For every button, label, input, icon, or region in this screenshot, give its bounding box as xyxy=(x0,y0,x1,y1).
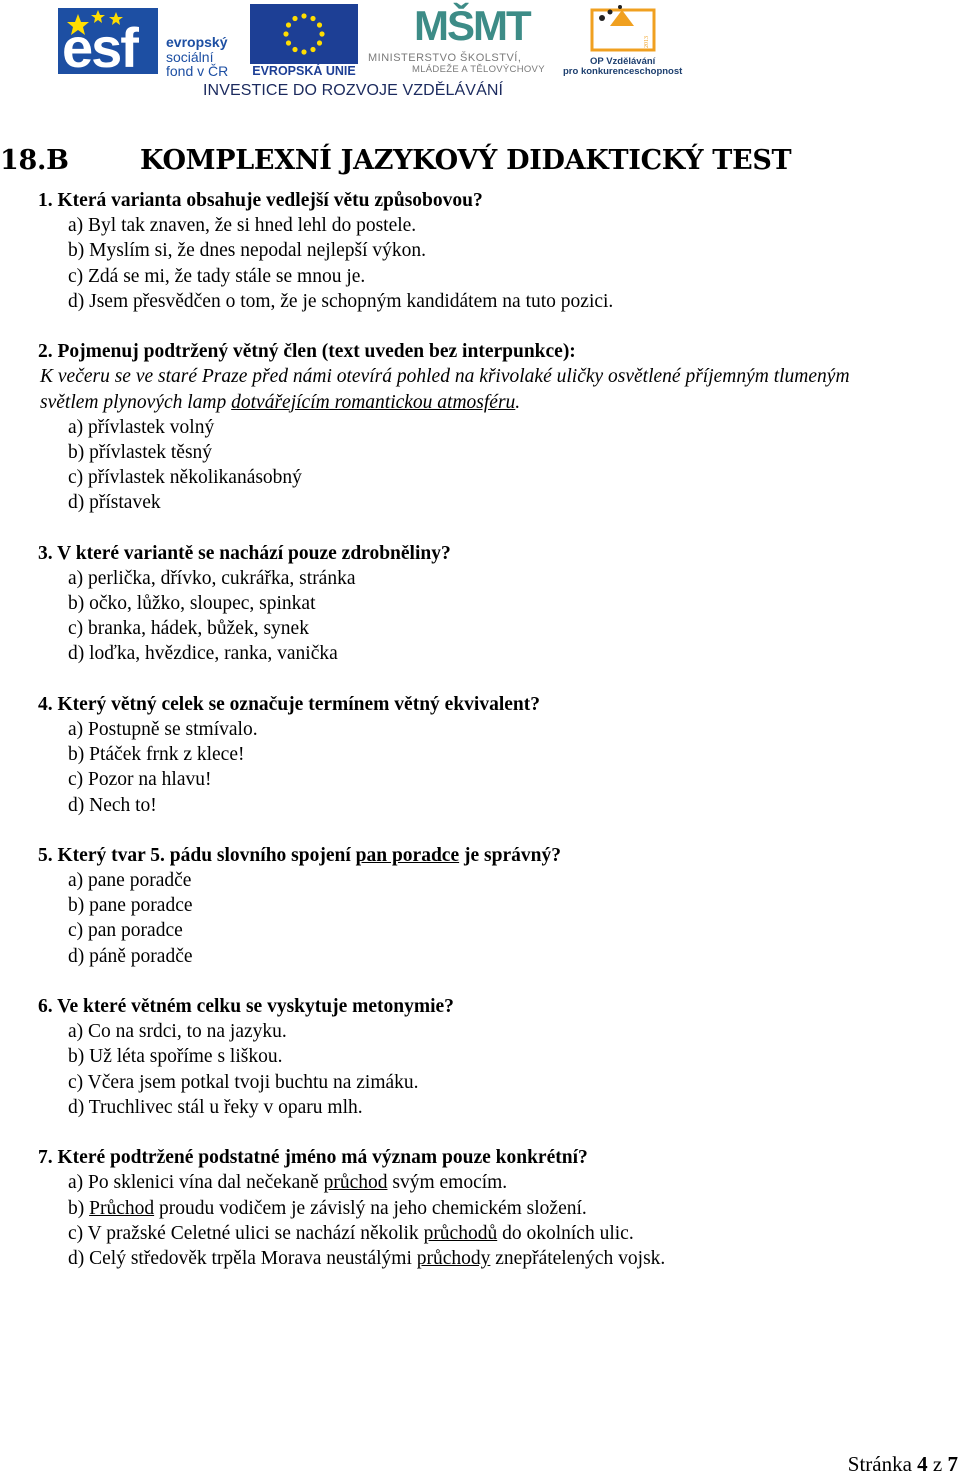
question-text: 4. Který větný celek se označuje termínem větný ekvivalent? xyxy=(38,693,540,715)
msmt-logo xyxy=(368,2,558,78)
svg-text:2013: 2013 xyxy=(644,36,650,48)
question-text: 2. Pojmenuj podtržený větný člen (text uveden bez interpunkce): xyxy=(38,341,576,363)
esf-logo xyxy=(56,6,246,79)
question-5 xyxy=(38,843,960,969)
question-1 xyxy=(38,188,960,314)
question-6 xyxy=(38,994,960,1120)
eu-logo xyxy=(250,4,358,78)
header-banner: INVESTICE DO ROZVOJE VZDĚLÁVÁNÍ xyxy=(203,82,504,99)
option-b: b) Ptáček frnk z klece! xyxy=(68,744,245,766)
title-number: 18.B xyxy=(0,145,69,176)
underlined-word: průchodů xyxy=(423,1222,498,1244)
question-3 xyxy=(38,541,960,667)
msmt-wordmark: MŠMT xyxy=(414,2,530,49)
option-a: a) Byl tak znaven, že si hned lehl do postele. xyxy=(68,215,417,237)
option-a: a) přívlastek volný xyxy=(68,416,215,438)
underlined-word: průchod xyxy=(323,1172,388,1194)
option-c: c) pan poradce xyxy=(68,920,183,942)
underlined-phrase: pan poradce xyxy=(355,844,460,866)
option-d: d) loďka, hvězdice, ranka, vanička xyxy=(68,643,338,665)
page-footer xyxy=(848,1452,958,1477)
option-text-post: znepřátelených vojsk. xyxy=(490,1247,666,1269)
op-logo-icon xyxy=(562,4,684,56)
example-sentence-line-2 xyxy=(38,390,960,415)
page-title xyxy=(0,145,791,176)
option-d: d) Jsem přesvědčen o tom, že je schopným kandidátem na tuto pozici. xyxy=(68,290,614,312)
option-c: c) Včera jsem potkal tvoji buchtu na zimáku. xyxy=(68,1071,419,1093)
option-d xyxy=(38,1246,960,1271)
option-a: a) perlička, dřívko, cukrářka, stránka xyxy=(68,567,356,589)
option-text-post: proudu vodičem je závislý na jeho chemickém složení. xyxy=(154,1197,587,1219)
footer-separator: z xyxy=(932,1452,943,1476)
option-c: c) přívlastek několikanásobný xyxy=(68,467,302,489)
esf-sub-1: evropský xyxy=(166,34,228,50)
option-d: d) Nech to! xyxy=(68,794,157,816)
test-content xyxy=(38,188,960,1296)
option-c: c) branka, hádek, bůžek, synek xyxy=(68,618,309,640)
question-text-post: je správný? xyxy=(459,844,561,866)
question-7 xyxy=(38,1145,960,1271)
underlined-phrase: dotvářejícím romantickou atmosféru xyxy=(231,391,516,413)
esf-sub-3: fond v ČR xyxy=(166,63,229,79)
eu-label: EVROPSKÁ UNIE xyxy=(250,64,358,78)
example-pre: světlem plynových lamp xyxy=(40,391,232,413)
eu-flag-icon xyxy=(250,4,358,64)
question-text xyxy=(38,843,960,868)
question-text: 7. Které podtržené podstatné jméno má význam pouze konkrétní? xyxy=(38,1147,588,1169)
option-text-post: svým emocím. xyxy=(387,1172,508,1194)
underlined-word: Průchod xyxy=(89,1197,155,1219)
option-b: b) očko, lůžko, sloupec, spinkat xyxy=(68,593,316,614)
option-b: b) přívlastek těsný xyxy=(68,441,213,463)
option-c: c) Pozor na hlavu! xyxy=(68,769,212,791)
footer-label: Stránka xyxy=(847,1452,912,1476)
header-logos xyxy=(0,0,960,110)
question-text: 3. V které variantě se nachází pouze zdrobněliny? xyxy=(38,542,451,564)
option-a: a) Postupně se stmívalo. xyxy=(68,718,258,740)
op-sub-2: pro konkurenceschopnost xyxy=(563,66,683,77)
option-b xyxy=(38,1196,960,1221)
msmt-sub-2: MLÁDEŽE A TĚLOVÝCHOVY xyxy=(412,64,545,75)
footer-page-total: 7 xyxy=(947,1452,958,1476)
option-text-post: do okolních ulic. xyxy=(497,1222,634,1244)
title-text: KOMPLEXNÍ JAZYKOVÝ DIDAKTICKÝ TEST xyxy=(140,145,792,176)
option-a xyxy=(38,1170,960,1195)
question-text: 1. Která varianta obsahuje vedlejší větu způsobovou? xyxy=(38,190,483,211)
question-text-pre: 5. Který tvar 5. pádu slovního spojení xyxy=(38,844,356,866)
esf-sub-2: sociální xyxy=(166,49,214,65)
option-a: a) Co na srdci, to na jazyku. xyxy=(68,1021,287,1043)
option-text-pre: a) Po sklenici vína dal nečekaně xyxy=(68,1172,324,1194)
example-sentence-line-1: K večeru se ve staré Praze před námi otevírá pohled na křivolaké uličky osvětlené příjemným tlumeným xyxy=(40,366,850,388)
option-b: b) pane poradce xyxy=(68,895,193,917)
question-text: 6. Ve které větném celku se vyskytuje metonymie? xyxy=(38,996,454,1017)
option-text-pre: d) Celý středověk trpěla Morava neustálými xyxy=(68,1247,417,1269)
option-d: d) Truchlivec stál u řeky v oparu mlh. xyxy=(68,1096,363,1118)
footer-page-number: 4 xyxy=(917,1452,928,1476)
question-2 xyxy=(38,339,960,515)
option-text-pre: b) xyxy=(68,1197,90,1219)
option-c: c) Zdá se mi, že tady stále se mnou je. xyxy=(68,265,366,287)
question-4 xyxy=(38,692,960,818)
op-logo xyxy=(562,4,684,78)
option-b: b) Myslím si, že dnes nepodal nejlepší výkon. xyxy=(68,240,426,262)
op-sub-1: OP Vzdělávání xyxy=(590,56,656,67)
option-a: a) pane poradče xyxy=(68,870,192,892)
option-c xyxy=(38,1221,960,1246)
option-d: d) přístavek xyxy=(68,492,161,514)
option-text-pre: c) V pražské Celetné ulici se nachází několik xyxy=(68,1222,424,1244)
option-d: d) páně poradče xyxy=(68,945,193,967)
example-post: . xyxy=(515,391,521,413)
underlined-word: průchody xyxy=(416,1247,491,1269)
msmt-sub-1: MINISTERSTVO ŠKOLSTVÍ, xyxy=(368,52,522,64)
option-b: b) Už léta spoříme s liškou. xyxy=(68,1046,283,1068)
esf-wordmark: esf xyxy=(62,16,137,79)
